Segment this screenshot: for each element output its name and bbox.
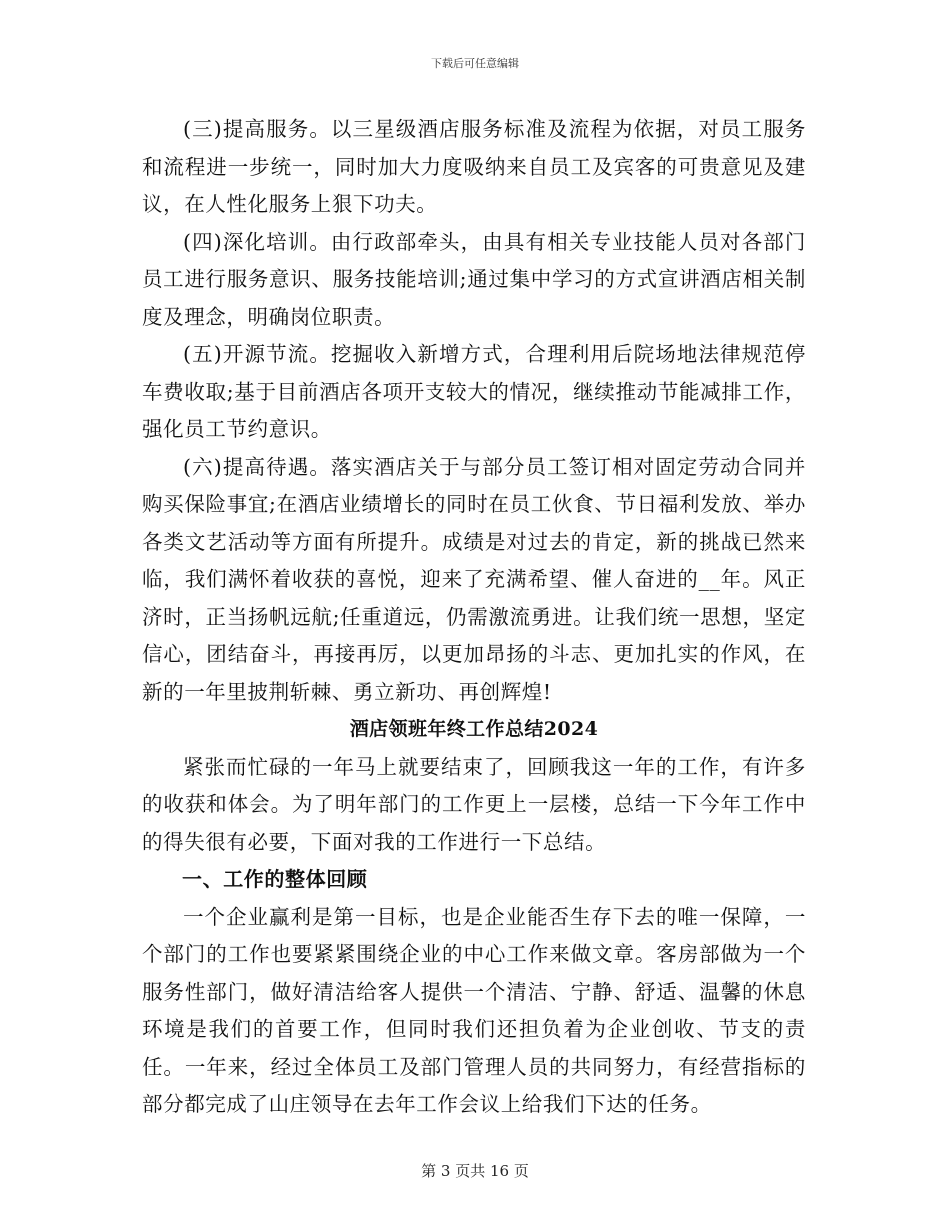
section-heading: 一、工作的整体回顾 [182,867,368,891]
paragraph-open-source-save: (五)开源节流。挖掘收入新增方式，合理利用后院场地法律规范停车费收取;基于目前酒店各项开支较大的情况，继续推动节能减排工作，强化员工节约意识。 [142,342,806,441]
intro-paragraph: 紧张而忙碌的一年马上就要结束了，回顾我这一年的工作，有许多的收获和体会。为了明年部门的工作更上一层楼，总结一下今年工作中的得失很有必要，下面对我的工作进行一下总结。 [142,754,806,854]
paragraph-improve-service: (三)提高服务。以三星级酒店服务标准及流程为依据，对员工服务和流程进一步统一，同时加大力度吸纳来自员工及宾客的可贵意见及建议，在人性化服务上狠下功夫。 [142,117,806,216]
document-title: 酒店领班年终工作总结2024 [349,718,599,740]
paragraph-improve-benefits: (六)提高待遇。落实酒店关于与部分员工签订相对固定劳动合同并购买保险事宜;在酒店业绩增长的同时在员工伙食、节日福利发放、举办各类文艺活动等方面有所提升。成绩是对过去的肯定，新的挑战已然来临，我们满怀着收获的喜悦，迎来了充满希望、催人奋进的__年。风正济时，正当扬帆远航;任重道远，仍需激流勇进。让我们统一思想，坚定信心，团结奋斗，再接再厉，以更加昂扬的斗志、更加扎实的作风，在新的一年里披荆斩棘、勇立新功、再创辉煌! [142,454,806,704]
page-header-note: 下载后可任意编辑 [431,57,519,70]
paragraph-deepen-training: (四)深化培训。由行政部牵头，由具有相关专业技能人员对各部门员工进行服务意识、服务技能培训;通过集中学习的方式宣讲酒店相关制度及理念，明确岗位职责。 [142,229,806,329]
document-body [142,111,806,1124]
section-paragraph: 一个企业赢利是第一目标，也是企业能否生存下去的唯一保障，一个部门的工作也要紧紧围绕企业的中心工作来做文章。客房部做为一个服务性部门，做好清洁给客人提供一个清洁、宁静、舒适、温馨的休息环境是我们的首要工作，但同时我们还担负着为企业创收、节支的责任。一年来，经过全体员工及部门管理人员的共同努力，有经营指标的部分都完成了山庄领导在去年工作会议上给我们下达的任务。 [142,904,806,1116]
page-number: 第 3 页共 16 页 [421,1162,529,1180]
